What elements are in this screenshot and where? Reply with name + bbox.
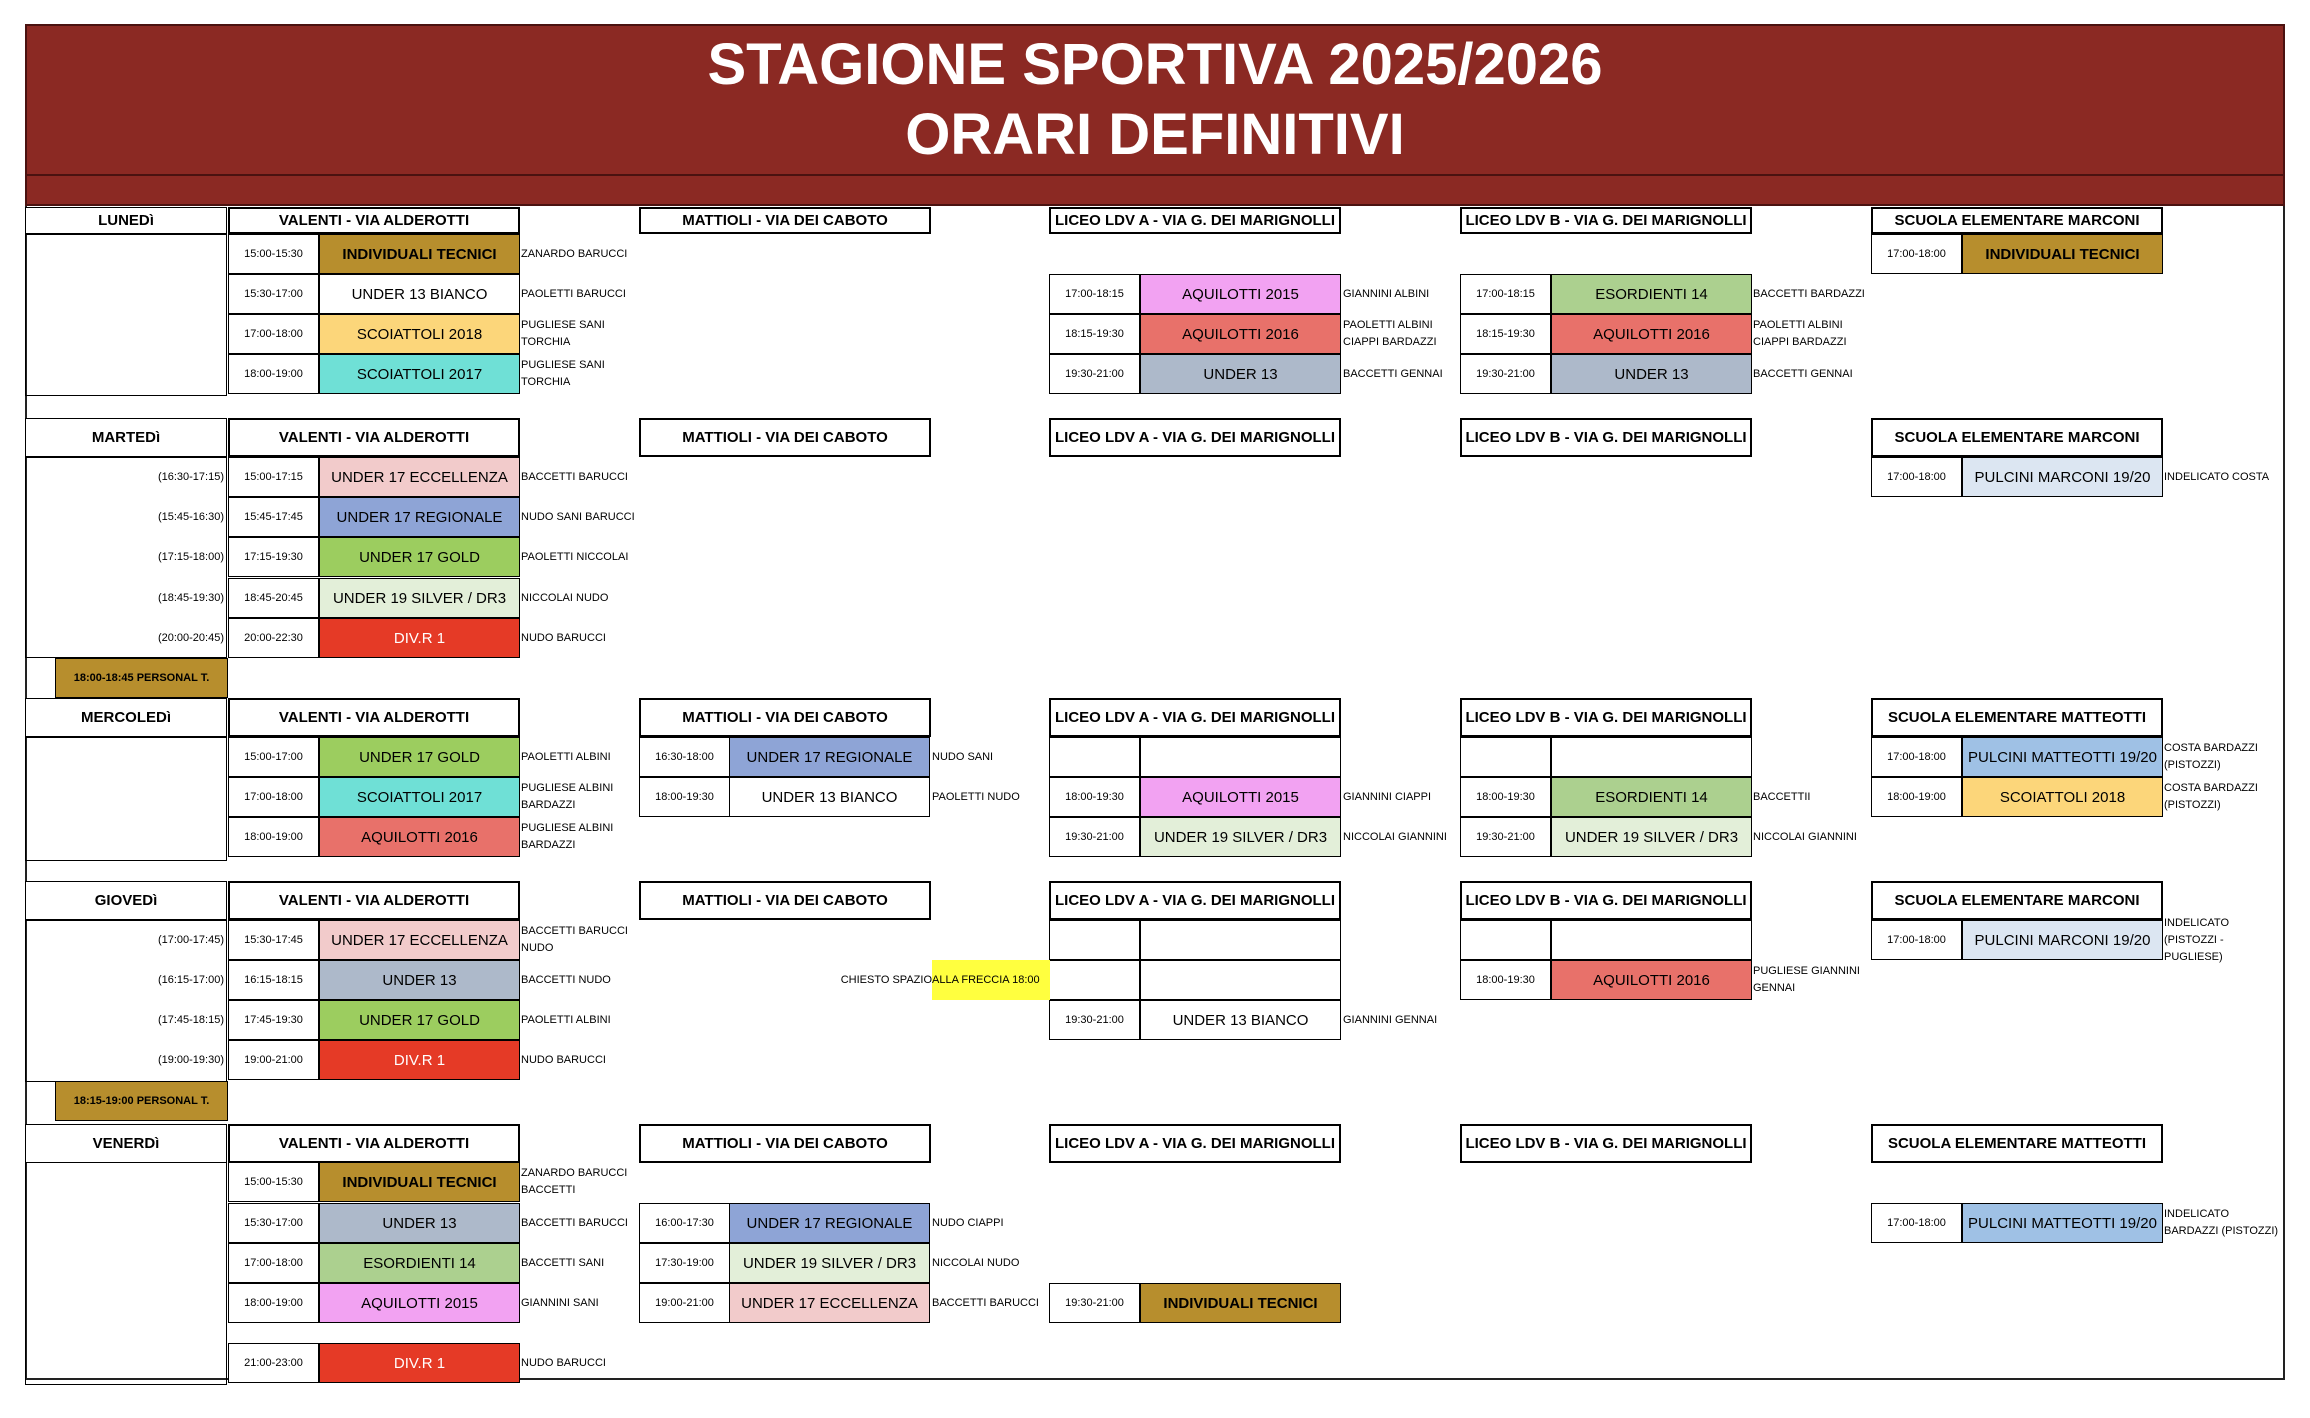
time-cell: 19:30-21:00 — [1049, 1283, 1140, 1323]
time-cell: 19:30-21:00 — [1049, 354, 1140, 394]
time-cell: 18:00-19:30 — [1049, 777, 1140, 817]
coach-names — [1753, 920, 1869, 960]
alt-time: (18:45-19:30) — [157, 592, 224, 604]
coach-names: PUGLIESE ALBINI BARDAZZI — [521, 782, 614, 811]
team-cell[interactable]: AQUILOTTI 2015 — [319, 1283, 520, 1323]
coach-names: INDELICATO (PISTOZZI - PUGLIESE) — [2164, 916, 2229, 963]
team-cell[interactable]: UNDER 17 REGIONALE — [729, 737, 930, 777]
time-cell: 20:00-22:30 — [228, 618, 319, 658]
personal-trainer-tag: 18:15-19:00 PERSONAL T. — [55, 1081, 228, 1121]
banner-strip — [25, 176, 2285, 206]
coach-names — [1343, 920, 1459, 960]
day-column — [25, 1162, 227, 1385]
coach-names — [1343, 1283, 1459, 1323]
team-cell[interactable]: DIV.R 1 — [319, 618, 520, 658]
team-cell[interactable]: UNDER 17 GOLD — [319, 1000, 520, 1040]
coach-names: BACCETTI GENNAI — [1753, 367, 1853, 380]
team-cell[interactable]: UNDER 17 GOLD — [319, 737, 520, 777]
time-cell: 17:00-18:00 — [1871, 1203, 1962, 1243]
team-cell[interactable]: UNDER 17 ECCELLENZA — [729, 1283, 930, 1323]
coach-names: NICCOLAI NUDO — [932, 1256, 1020, 1269]
coach-names: PUGLIESE SANI TORCHIA — [521, 359, 605, 388]
venue-header: MATTIOLI - VIA DEI CABOTO — [639, 207, 931, 234]
team-cell[interactable]: UNDER 13 BIANCO — [1140, 1000, 1341, 1040]
venue-header: MATTIOLI - VIA DEI CABOTO — [639, 881, 931, 920]
alt-time: (16:15-17:00) — [157, 974, 224, 986]
coach-names: NUDO BARUCCI — [521, 1053, 606, 1066]
time-cell: 16:15-18:15 — [228, 960, 319, 1000]
team-cell[interactable]: UNDER 13 — [319, 960, 520, 1000]
venue-header: LICEO LDV B - VIA G. DEI MARIGNOLLI — [1460, 207, 1752, 234]
coach-names: NUDO SANI — [932, 750, 994, 763]
coach-names: INDELICATO BARDAZZI (PISTOZZI) — [2164, 1208, 2279, 1237]
time-cell: 15:30-17:00 — [228, 1203, 319, 1243]
team-cell[interactable]: UNDER 19 SILVER / DR3 — [729, 1243, 930, 1283]
time-cell: 19:30-21:00 — [1460, 817, 1551, 857]
time-cell: 15:30-17:00 — [228, 274, 319, 314]
coach-names — [1343, 737, 1459, 777]
coach-names: BACCETTII — [1753, 790, 1811, 803]
time-cell: 15:00-17:00 — [228, 737, 319, 777]
coach-names: GIANNINI ALBINI — [1343, 287, 1430, 300]
coach-names: BACCETTI BARDAZZI — [1753, 287, 1865, 300]
time-cell: 18:00-19:00 — [228, 1283, 319, 1323]
team-cell[interactable]: UNDER 13 BIANCO — [319, 274, 520, 314]
coach-names: BACCETTI BARUCCI — [521, 1216, 628, 1229]
alt-time: (17:15-18:00) — [157, 551, 224, 563]
time-cell: 19:30-21:00 — [1460, 354, 1551, 394]
note-text: CHIESTO SPAZIO — [840, 974, 932, 986]
team-cell[interactable]: UNDER 17 REGIONALE — [729, 1203, 930, 1243]
coach-names: PUGLIESE ALBINI BARDAZZI — [521, 822, 614, 851]
coach-names: PAOLETTI BARUCCI — [521, 287, 626, 300]
venue-header: MATTIOLI - VIA DEI CABOTO — [639, 418, 931, 457]
team-cell[interactable]: UNDER 17 REGIONALE — [319, 497, 520, 537]
coach-names: NICCOLAI GIANNINI — [1753, 830, 1857, 843]
team-cell[interactable]: PULCINI MATTEOTTI 19/20 — [1962, 1203, 2163, 1243]
team-cell[interactable]: AQUILOTTI 2016 — [319, 817, 520, 857]
coach-names: BACCETTI GENNAI — [1343, 367, 1443, 380]
coach-names: PAOLETTI ALBINI CIAPPI BARDAZZI — [1343, 319, 1437, 348]
coach-names: NUDO BARUCCI — [521, 1356, 606, 1369]
venue-header: LICEO LDV B - VIA G. DEI MARIGNOLLI — [1460, 881, 1752, 920]
team-cell[interactable]: UNDER 13 — [1140, 354, 1341, 394]
team-cell[interactable]: INDIVIDUALI TECNICI — [1140, 1283, 1341, 1323]
coach-names — [2164, 234, 2280, 274]
venue-header: MATTIOLI - VIA DEI CABOTO — [639, 1124, 931, 1163]
team-cell[interactable]: UNDER 13 BIANCO — [729, 777, 930, 817]
time-cell: 18:00-19:30 — [1460, 777, 1551, 817]
title-banner — [25, 24, 2285, 176]
time-cell — [1049, 920, 1140, 960]
time-cell: 19:30-21:00 — [1049, 1000, 1140, 1040]
alt-time: (15:45-16:30) — [157, 511, 224, 523]
time-cell: 17:00-18:00 — [228, 1243, 319, 1283]
venue-header: LICEO LDV B - VIA G. DEI MARIGNOLLI — [1460, 1124, 1752, 1163]
coach-names: PAOLETTI ALBINI — [521, 1013, 611, 1026]
day-column — [25, 737, 227, 861]
time-cell: 17:00-18:15 — [1460, 274, 1551, 314]
team-cell[interactable]: AQUILOTTI 2015 — [1140, 274, 1341, 314]
day-name: VENERDì — [25, 1124, 227, 1163]
venue-header: LICEO LDV A - VIA G. DEI MARIGNOLLI — [1049, 1124, 1341, 1163]
team-cell[interactable]: SCOIATTOLI 2018 — [319, 314, 520, 354]
day-name: LUNEDì — [25, 207, 227, 234]
coach-names: ZANARDO BARUCCI — [521, 247, 628, 260]
title-line-1: STAGIONE SPORTIVA 2025/2026 — [707, 32, 1603, 97]
coach-names: NUDO CIAPPI — [932, 1216, 1004, 1229]
day-name: MERCOLEDì — [25, 698, 227, 737]
team-cell[interactable]: AQUILOTTI 2015 — [1140, 777, 1341, 817]
coach-names: GIANNINI GENNAI — [1343, 1013, 1438, 1026]
venue-header: LICEO LDV B - VIA G. DEI MARIGNOLLI — [1460, 418, 1752, 457]
alt-time: (17:00-17:45) — [157, 934, 224, 946]
venue-header: LICEO LDV B - VIA G. DEI MARIGNOLLI — [1460, 698, 1752, 737]
time-cell: 17:00-18:15 — [1049, 274, 1140, 314]
time-cell: 15:45-17:45 — [228, 497, 319, 537]
time-cell: 18:00-19:30 — [639, 777, 730, 817]
venue-header: LICEO LDV A - VIA G. DEI MARIGNOLLI — [1049, 418, 1341, 457]
team-cell[interactable] — [1551, 920, 1752, 960]
time-cell: 16:30-18:00 — [639, 737, 730, 777]
time-cell — [1049, 960, 1140, 1000]
venue-header: MATTIOLI - VIA DEI CABOTO — [639, 698, 931, 737]
alt-time: (19:00-19:30) — [157, 1054, 224, 1066]
team-cell[interactable]: PULCINI MARCONI 19/20 — [1962, 920, 2163, 960]
coach-names: BACCETTI BARUCCI — [932, 1296, 1039, 1309]
team-cell[interactable]: SCOIATTOLI 2017 — [319, 777, 520, 817]
time-cell — [1049, 737, 1140, 777]
team-cell[interactable]: UNDER 17 GOLD — [319, 537, 520, 577]
time-cell: 17:30-19:00 — [639, 1243, 730, 1283]
team-cell[interactable]: ESORDIENTI 14 — [319, 1243, 520, 1283]
time-cell: 17:15-19:30 — [228, 537, 319, 577]
time-cell: 18:00-19:00 — [228, 817, 319, 857]
time-cell: 15:00-15:30 — [228, 1162, 319, 1202]
time-cell: 17:00-18:00 — [228, 314, 319, 354]
team-cell[interactable]: AQUILOTTI 2016 — [1551, 314, 1752, 354]
time-cell — [1460, 737, 1551, 777]
coach-names: PAOLETTI ALBINI — [521, 750, 611, 763]
team-cell[interactable]: SCOIATTOLI 2017 — [319, 354, 520, 394]
venue-header: SCUOLA ELEMENTARE MARCONI — [1871, 207, 2163, 234]
team-cell[interactable]: UNDER 19 SILVER / DR3 — [319, 578, 520, 618]
team-cell[interactable] — [1140, 920, 1341, 960]
alt-time: (16:30-17:15) — [157, 471, 224, 483]
team-cell[interactable]: PULCINI MATTEOTTI 19/20 — [1962, 737, 2163, 777]
alt-time: (17:45-18:15) — [157, 1014, 224, 1026]
team-cell[interactable] — [1140, 960, 1341, 1000]
team-cell[interactable] — [1140, 737, 1341, 777]
coach-names: PUGLIESE SANI TORCHIA — [521, 319, 605, 348]
venue-header: VALENTI - VIA ALDEROTTI — [228, 418, 520, 457]
coach-names: NUDO BARUCCI — [521, 631, 606, 644]
time-cell: 19:30-21:00 — [1049, 817, 1140, 857]
team-cell[interactable]: PULCINI MARCONI 19/20 — [1962, 457, 2163, 497]
time-cell: 19:00-21:00 — [228, 1040, 319, 1080]
time-cell: 19:00-21:00 — [639, 1283, 730, 1323]
coach-names: GIANNINI SANI — [521, 1296, 599, 1309]
team-cell[interactable]: INDIVIDUALI TECNICI — [319, 1162, 520, 1202]
venue-header: VALENTI - VIA ALDEROTTI — [228, 1124, 520, 1163]
alt-time: (20:00-20:45) — [157, 632, 224, 644]
venue-header: LICEO LDV A - VIA G. DEI MARIGNOLLI — [1049, 881, 1341, 920]
coach-names — [1343, 960, 1459, 1000]
time-cell: 15:00-15:30 — [228, 234, 319, 274]
coach-names: BACCETTI NUDO — [521, 973, 611, 986]
team-cell[interactable]: SCOIATTOLI 2018 — [1962, 777, 2163, 817]
team-cell[interactable]: ESORDIENTI 14 — [1551, 274, 1752, 314]
coach-names: GIANNINI CIAPPI — [1343, 790, 1432, 803]
coach-names: BACCETTI SANI — [521, 1256, 605, 1269]
venue-header: VALENTI - VIA ALDEROTTI — [228, 207, 520, 234]
coach-names: COSTA BARDAZZI (PISTOZZI) — [2164, 742, 2258, 771]
team-cell[interactable]: UNDER 13 — [319, 1203, 520, 1243]
coach-names: PAOLETTI NICCOLAI — [521, 550, 629, 563]
team-cell[interactable]: DIV.R 1 — [319, 1040, 520, 1080]
title-line-2: ORARI DEFINITIVI — [905, 102, 1405, 167]
personal-trainer-tag: 18:00-18:45 PERSONAL T. — [55, 658, 228, 698]
coach-names: COSTA BARDAZZI (PISTOZZI) — [2164, 782, 2258, 811]
coach-names: PAOLETTI NUDO — [932, 790, 1020, 803]
team-cell[interactable]: ESORDIENTI 14 — [1551, 777, 1752, 817]
time-cell: 17:00-18:00 — [228, 777, 319, 817]
day-name: GIOVEDì — [25, 881, 227, 920]
venue-header: SCUOLA ELEMENTARE MATTEOTTI — [1871, 698, 2163, 737]
time-cell: 18:00-19:00 — [228, 354, 319, 394]
team-cell[interactable]: UNDER 13 — [1551, 354, 1752, 394]
time-cell: 17:00-18:00 — [1871, 920, 1962, 960]
coach-names: PAOLETTI ALBINI CIAPPI BARDAZZI — [1753, 319, 1847, 348]
time-cell: 18:15-19:30 — [1460, 314, 1551, 354]
venue-header: VALENTI - VIA ALDEROTTI — [228, 698, 520, 737]
venue-header: LICEO LDV A - VIA G. DEI MARIGNOLLI — [1049, 207, 1341, 234]
time-cell — [1460, 920, 1551, 960]
coach-names: BACCETTI BARUCCI — [521, 470, 628, 483]
venue-header: SCUOLA ELEMENTARE MATTEOTTI — [1871, 1124, 2163, 1163]
team-cell[interactable] — [1551, 737, 1752, 777]
note-highlight: ALLA FRECCIA 18:00 — [932, 960, 1050, 1000]
coach-names: NICCOLAI NUDO — [521, 591, 609, 604]
coach-names: NICCOLAI GIANNINI — [1343, 830, 1447, 843]
day-name: MARTEDì — [25, 418, 227, 457]
team-cell[interactable]: INDIVIDUALI TECNICI — [319, 234, 520, 274]
coach-names: PUGLIESE GIANNINI GENNAI — [1753, 965, 1860, 994]
time-cell: 17:00-18:00 — [1871, 737, 1962, 777]
team-cell[interactable]: AQUILOTTI 2016 — [1140, 314, 1341, 354]
day-column — [25, 234, 227, 396]
coach-names: ZANARDO BARUCCI BACCETTI — [521, 1167, 628, 1196]
team-cell[interactable]: UNDER 19 SILVER / DR3 — [1551, 817, 1752, 857]
venue-header: LICEO LDV A - VIA G. DEI MARIGNOLLI — [1049, 698, 1341, 737]
team-cell[interactable]: UNDER 19 SILVER / DR3 — [1140, 817, 1341, 857]
time-cell: 17:45-19:30 — [228, 1000, 319, 1040]
time-cell: 15:30-17:45 — [228, 920, 319, 960]
coach-names: INDELICATO COSTA — [2164, 470, 2270, 483]
team-cell[interactable]: UNDER 17 ECCELLENZA — [319, 457, 520, 497]
time-cell: 15:00-17:15 — [228, 457, 319, 497]
time-cell: 18:45-20:45 — [228, 578, 319, 618]
coach-names — [1753, 737, 1869, 777]
time-cell: 18:00-19:00 — [1871, 777, 1962, 817]
team-cell[interactable]: AQUILOTTI 2016 — [1551, 960, 1752, 1000]
time-cell: 18:15-19:30 — [1049, 314, 1140, 354]
time-cell: 17:00-18:00 — [1871, 234, 1962, 274]
venue-header: VALENTI - VIA ALDEROTTI — [228, 881, 520, 920]
time-cell: 18:00-19:30 — [1460, 960, 1551, 1000]
time-cell: 17:00-18:00 — [1871, 457, 1962, 497]
coach-names: NUDO SANI BARUCCI — [521, 510, 635, 523]
venue-header: SCUOLA ELEMENTARE MARCONI — [1871, 881, 2163, 920]
team-cell[interactable]: INDIVIDUALI TECNICI — [1962, 234, 2163, 274]
time-cell: 16:00-17:30 — [639, 1203, 730, 1243]
coach-names: BACCETTI BARUCCI NUDO — [521, 925, 628, 954]
team-cell[interactable]: UNDER 17 ECCELLENZA — [319, 920, 520, 960]
team-cell[interactable]: DIV.R 1 — [319, 1343, 520, 1383]
time-cell: 21:00-23:00 — [228, 1343, 319, 1383]
venue-header: SCUOLA ELEMENTARE MARCONI — [1871, 418, 2163, 457]
